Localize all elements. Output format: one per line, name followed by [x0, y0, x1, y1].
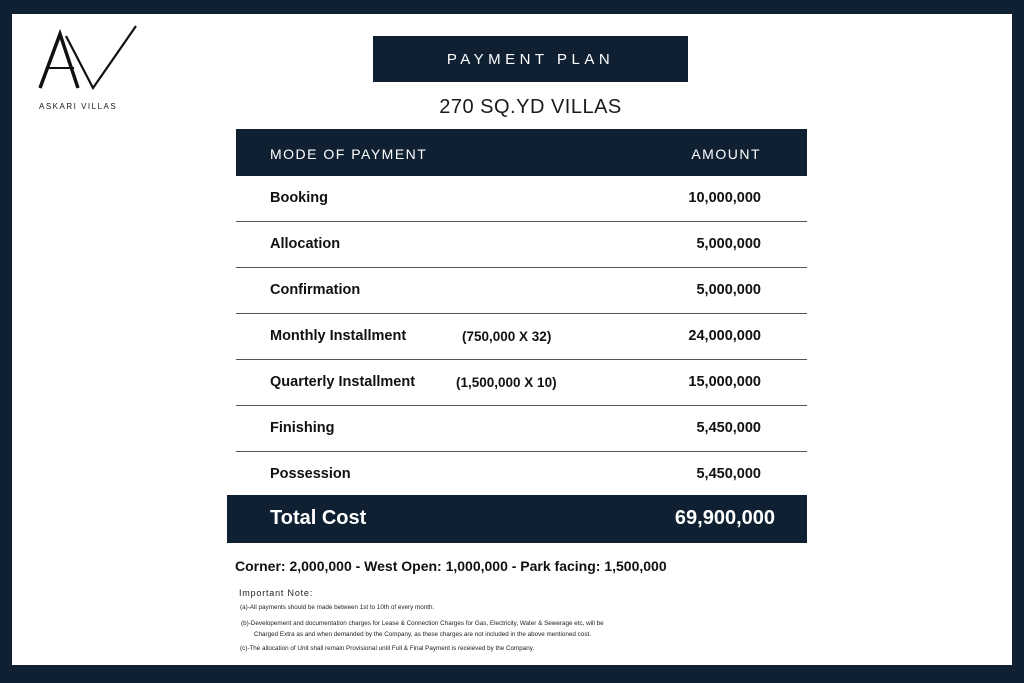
row-calculation: (1,500,000 X 10) [456, 375, 557, 390]
table-header [236, 129, 807, 176]
row-amount: 15,000,000 [688, 374, 761, 390]
table-row-monthly-installment [236, 314, 807, 360]
col-amount: AMOUNT [691, 146, 761, 162]
table-row-confirmation [236, 268, 807, 314]
row-label: Possession [270, 466, 351, 482]
row-amount: 10,000,000 [688, 190, 761, 206]
row-label: Finishing [270, 420, 335, 436]
row-label: Booking [270, 190, 328, 206]
row-amount: 5,450,000 [696, 466, 761, 482]
col-mode-of-payment: MODE OF PAYMENT [270, 146, 428, 162]
askari-villas-logo [38, 22, 148, 112]
note-a: (a)-All payments should be made between 1st to 10th of every month. [240, 604, 435, 611]
payment-table [236, 129, 807, 497]
row-amount: 5,000,000 [696, 236, 761, 252]
table-row-booking [236, 176, 807, 222]
row-label: Monthly Installment [270, 328, 407, 344]
row-amount: 5,450,000 [696, 420, 761, 436]
row-amount: 5,000,000 [696, 282, 761, 298]
total-cost-amount: 69,900,000 [674, 507, 775, 529]
payment-plan-sheet [12, 14, 1012, 665]
table-row-quarterly-installment [236, 360, 807, 406]
important-note-title: Important Note: [239, 588, 314, 598]
row-calculation: (750,000 X 32) [462, 329, 552, 344]
payment-plan-title: PAYMENT PLAN [373, 36, 688, 82]
extra-charges-line: Corner: 2,000,000 - West Open: 1,000,000 - Park facing: 1,500,000 [235, 558, 667, 574]
row-label: Quarterly Installment [270, 374, 416, 390]
table-row-finishing [236, 406, 807, 452]
note-b-line1: (b)-Developement and documentation charges for Lease & Connection Charges for Gas, Electricity, Water & Sewerage etc, will be [241, 620, 604, 627]
total-cost-bar [227, 495, 807, 543]
total-cost-label: Total Cost [270, 507, 367, 529]
table-row-possession [236, 452, 807, 497]
row-label: Confirmation [270, 282, 361, 298]
row-amount: 24,000,000 [688, 328, 761, 344]
note-b-line2: Charged Extra as and when demanded by the Company, as these charges are not included in the above mentioned cost. [254, 631, 591, 638]
note-c: (c)-The allocation of Unit shall remain Provisional until Full & Final Payment is receieved by the Company. [240, 645, 535, 652]
table-row-allocation [236, 222, 807, 268]
row-label: Allocation [270, 236, 341, 252]
villa-size-title: 270 SQ.YD VILLAS [439, 96, 622, 118]
brand-name: ASKARI VILLAS [39, 102, 118, 111]
av-monogram-icon [38, 22, 138, 102]
